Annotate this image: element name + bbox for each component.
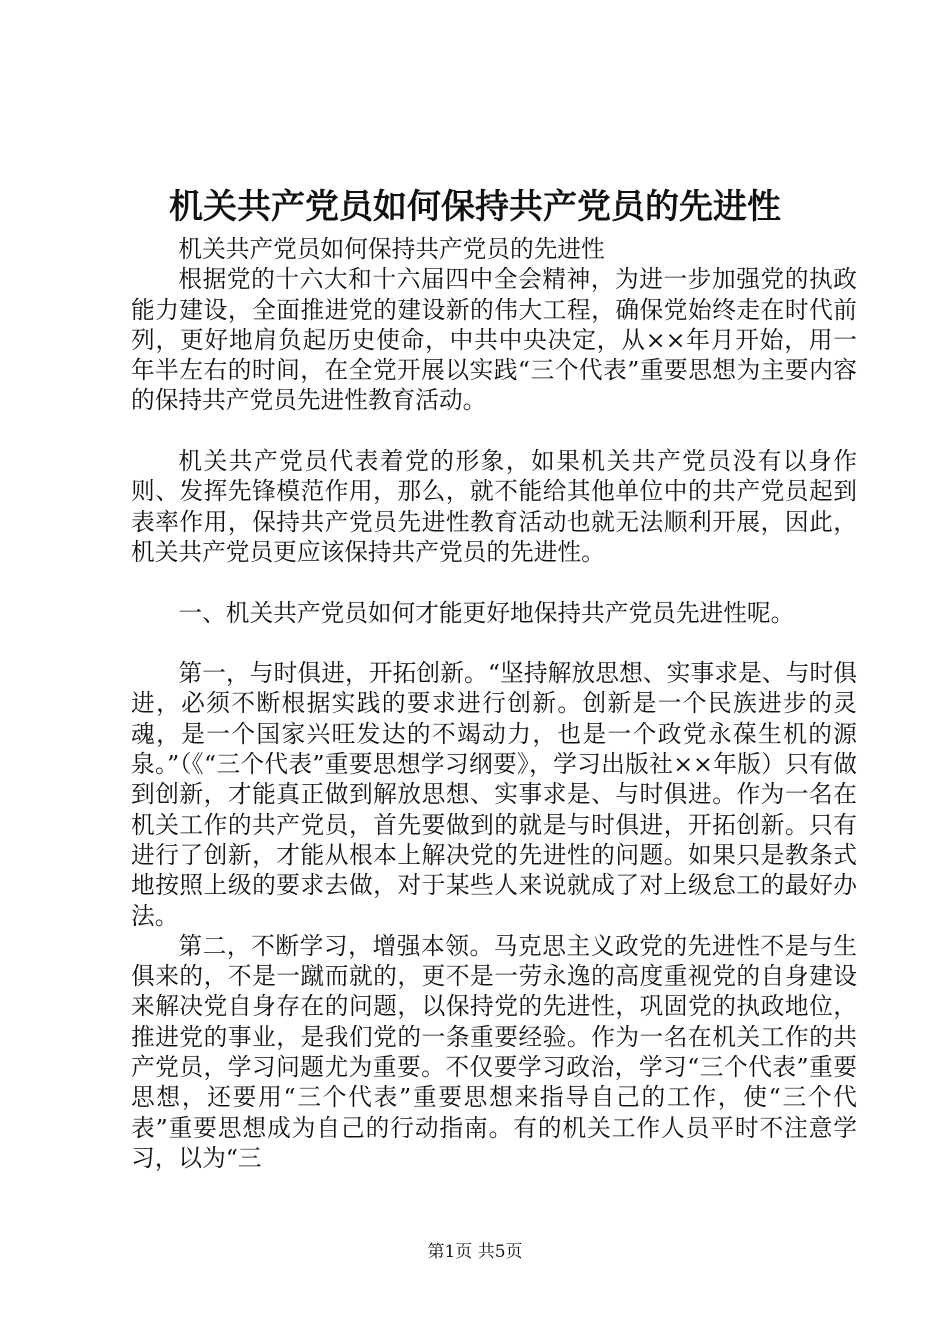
paragraph-spacer (131, 567, 857, 597)
paragraph-role: 机关共产党员代表着党的形象，如果机关共产党员没有以身作则、发挥先锋模范作用，那么，就不能给其他单位中的共产党员起到表率作用，保持共产党员先进性教育活动也就无法顺利开展，因此，机关共产党员更应该保持共产党员的先进性。 (131, 447, 857, 566)
paragraph-spacer (131, 416, 857, 446)
paragraph-point-two: 第二，不断学习，增强本领。马克思主义政党的先进性不是与生俱来的，不是一蹴而就的，更不是一劳永逸的高度重视党的自身建设来解决党自身存在的问题，以保持党的先进性，巩固党的执政地位，推进党的事业，是我们党的一条重要经验。作为一名在机关工作的共产党员，学习问题尤为重要。不仅要学习政治，学习“三个代表”重要思想，还要用“三个代表”重要思想来指导自己的工作，使“三个代表”重要思想成为自己的行动指南。有的机关工作人员平时不注意学习，以为“三 (131, 931, 857, 1172)
section-heading-one: 一、机关共产党员如何才能更好地保持共产党员先进性呢。 (178, 598, 795, 627)
paragraph-intro: 根据党的十六大和十六届四中全会精神，为进一步加强党的执政能力建设，全面推进党的建设新的伟大工程，确保党始终走在时代前列，更好地肩负起历史使命，中共中央决定，从××年月开始，用一年半左右的时间，在全党开展以实践“三个代表”重要思想为主要内容的保持共产党员先进性教育活动。 (131, 265, 857, 415)
document-body (131, 234, 857, 1173)
paragraph-subtitle: 机关共产党员如何保持共产党员的先进性 (178, 235, 605, 263)
paragraph-spacer (131, 628, 857, 658)
paragraph-point-one: 第一，与时俱进，开拓创新。“坚持解放思想、实事求是、与时俱进，必须不断根据实践的要求进行创新。创新是一个民族进步的灵魂，是一个国家兴旺发达的不竭动力，也是一个政党永葆生机的源泉。”（《“三个代表”重要思想学习纲要》，学习出版社××年版）只有做到创新，才能真正做到解放思想、实事求是、与时俱进。作为一名在机关工作的共产党员，首先要做到的就是与时俱进，开拓创新。只有进行了创新，才能从根本上解决党的先进性的问题。如果只是教条式地按照上级的要求去做，对于某些人来说就成了对上级怠工的最好办法。 (131, 659, 857, 930)
document-title: 机关共产党员如何保持共产党员的先进性 (169, 187, 781, 227)
page-number-footer: 第1页 共5页 (427, 1242, 523, 1262)
